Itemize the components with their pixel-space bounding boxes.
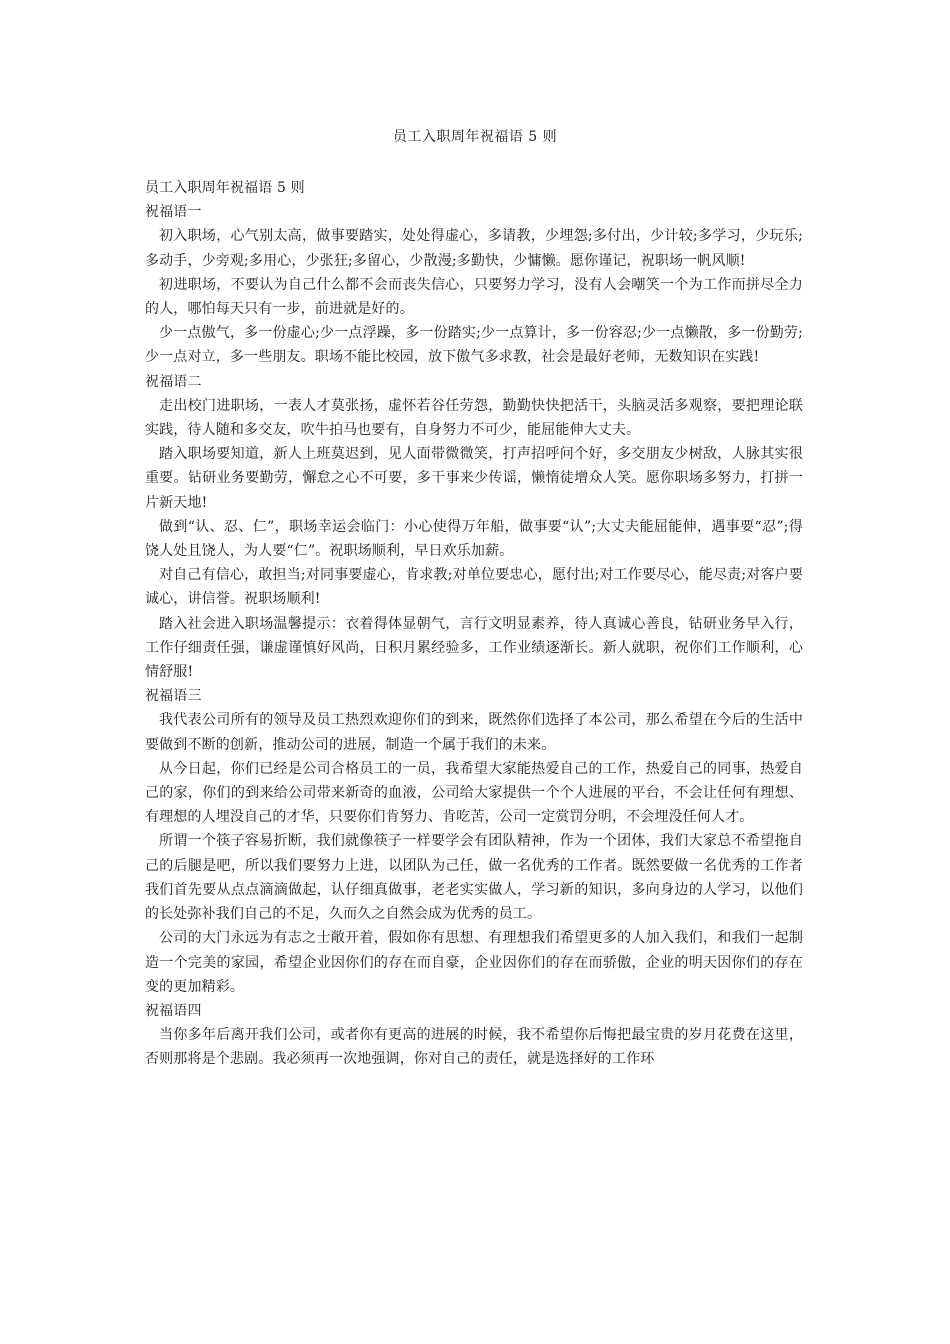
paragraph: 我代表公司所有的领导及员工热烈欢迎你们的到来，既然你们选择了本公司，那么希望在今后的生活中要做到不断的创新，推动公司的进展，制造一个属于我们的未来。 [145, 712, 803, 753]
section-heading: 祝福语四 [145, 1002, 202, 1019]
section-heading: 祝福语一 [145, 204, 202, 221]
paragraph: 踏入社会进入职场温馨提示：衣着得体显朝气，言行文明显素养，待人真诚心善良，钻研业务早入行，工作仔细责任强，谦虚谨慎好风尚，日积月累经验多，工作业绩逐渐长。新人就职，祝你们工作顺利，心情舒服! [145, 615, 803, 681]
paragraph: 从今日起，你们已经是公司合格员工的一员，我希望大家能热爱自己的工作，热爱自己的同事，热爱自己的家，你们的到来给公司带来新奇的血液，公司给大家提供一个个人进展的平台，不会让任何有理想、有理想的人埋没自己的才华，只要你们肯努力、肯吃苦，公司一定赏罚分明，不会埋没任何人才。 [145, 760, 803, 826]
page-title: 员工入职周年祝福语 5 则 [392, 129, 558, 145]
paragraph: 所谓一个筷子容易折断，我们就像筷子一样要学会有团队精神，作为一个团体，我们大家总不希望拖自己的后腿是吧，所以我们要努力上进，以团队为己任，做一名优秀的工作者。既然要做一名优秀的工作者我们首先要从点点滴滴做起，认仔细真做事，老老实实做人，学习新的知识，多向身边的人学习，以他们的长处弥补我们自己的不足，久而久之自然会成为优秀的员工。 [145, 833, 803, 923]
paragraph: 踏入职场要知道，新人上班莫迟到，见人面带微微笑，打声招呼问个好，多交朋友少树敌，人脉其实很重要。钻研业务要勤劳，懈怠之心不可要，多干事来少传谣，懒惰徒增众人笑。愿你职场多努力，打拼一片新天地! [145, 446, 803, 511]
document-body [145, 176, 803, 1072]
section-heading: 祝福语二 [145, 373, 202, 390]
paragraph: 少一点傲气，多一份虚心;少一点浮躁，多一份踏实;少一点算计，多一份容忍;少一点懒散，多一份勤劳;少一点对立，多一些朋友。职场不能比校园，放下傲气多求教，社会是最好老师，无数知识在实践! [145, 325, 803, 366]
paragraph: 初进职场，不要认为自己什么都不会而丧失信心，只要努力学习，没有人会嘲笑一个为工作而拼尽全力的人，哪怕每天只有一步，前进就是好的。 [145, 276, 803, 318]
document-subtitle: 员工入职周年祝福语 5 则 [145, 180, 305, 196]
section-heading: 祝福语三 [145, 688, 202, 705]
paragraph: 公司的大门永远为有志之士敞开着，假如你有思想、有理想我们希望更多的人加入我们，和我们一起制造一个完美的家园，希望企业因你们的存在而自豪，企业因你们的存在而骄傲，企业的明天因你们的存在变的更加精彩。 [145, 930, 803, 995]
paragraph: 对自己有信心，敢担当;对同事要虚心，肯求教;对单位要忠心，愿付出;对工作要尽心，能尽责;对客户要诚心，讲信誉。祝职场顺利! [145, 567, 803, 608]
paragraph: 走出校门进职场，一表人才莫张扬，虚怀若谷任劳怨，勤勤快快把活干，头脑灵活多观察，要把理论联实践，待人随和多交友，吹牛拍马也要有，自身努力不可少，能屈能伸大丈夫。 [145, 397, 803, 439]
paragraph: 做到“认、忍、仁”，职场幸运会临门：小心使得万年船，做事要“认”;大丈夫能屈能伸，遇事要“忍”;得饶人处且饶人，为人要“仁”。祝职场顺利，早日欢乐加薪。 [145, 518, 803, 560]
paragraph: 初入职场，心气别太高，做事要踏实，处处得虚心，多请教，少埋怨;多付出，少计较;多学习，少玩乐;多动手，少旁观;多用心，少张狂;多留心，少散漫;多勤快，少慵懒。愿你谨记，祝职场一帆风顺! [145, 228, 803, 269]
paragraph: 当你多年后离开我们公司，或者你有更高的进展的时候，我不希望你后悔把最宝贵的岁月花费在这里，否则那将是个悲剧。我必须再一次地强调，你对自己的责任，就是选择好的工作环 [145, 1027, 803, 1068]
